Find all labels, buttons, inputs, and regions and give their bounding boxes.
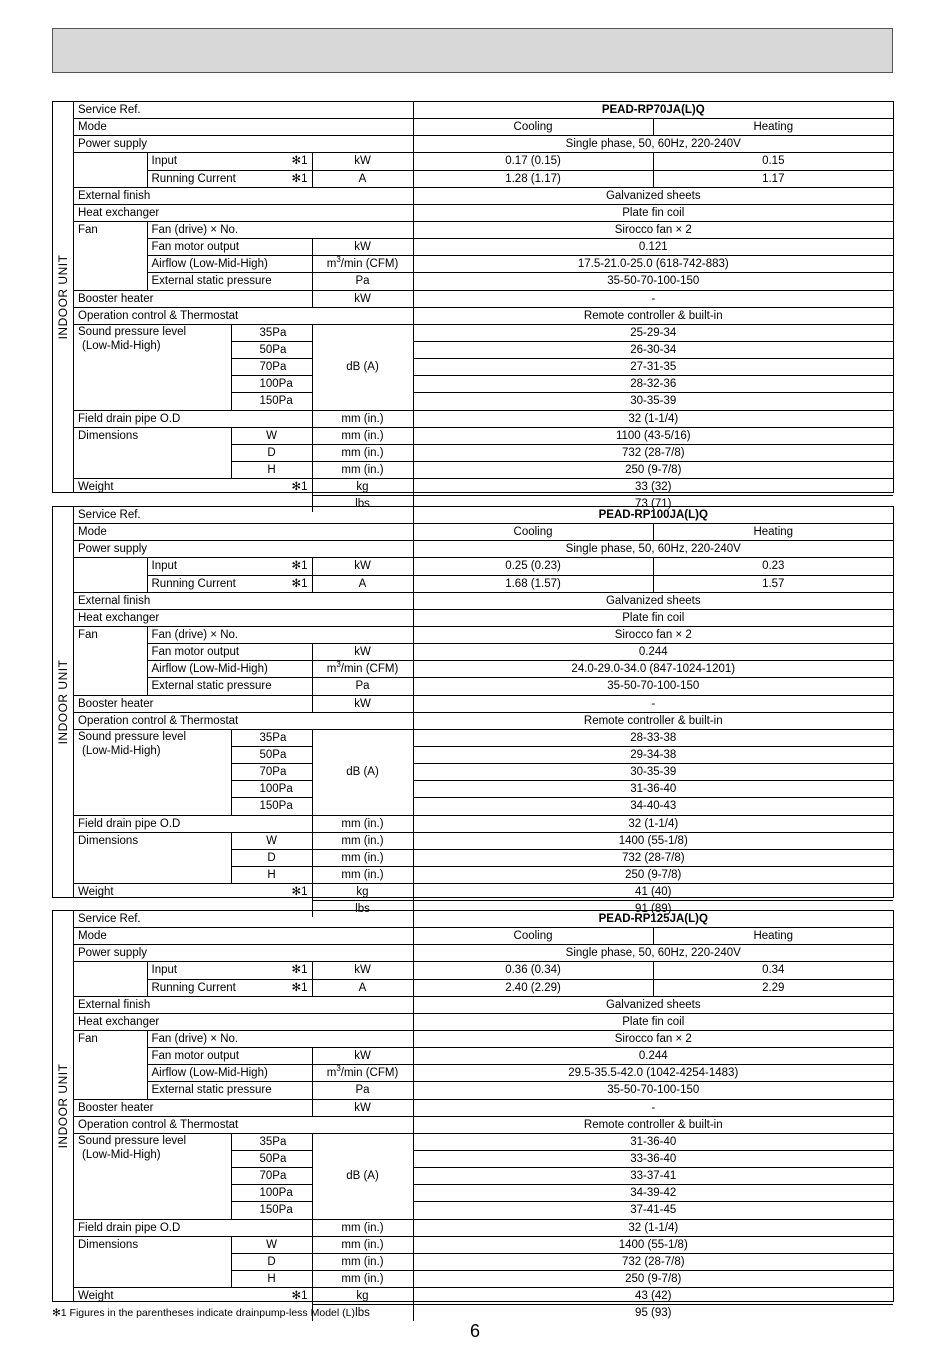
row-operation-control bbox=[74, 307, 893, 324]
weight-kg-value: 43 (42) bbox=[413, 1288, 893, 1305]
dim-h-unit: mm (in.) bbox=[312, 461, 413, 478]
cooling-label: Cooling bbox=[413, 119, 653, 136]
service-ref-label: Service Ref. bbox=[74, 507, 413, 524]
dim-d-unit: mm (in.) bbox=[312, 1253, 413, 1270]
spec-table bbox=[74, 102, 893, 512]
fan-motor-unit: kW bbox=[312, 1048, 413, 1065]
external-finish-label: External finish bbox=[74, 996, 413, 1013]
sound-pa35: 35Pa bbox=[231, 324, 312, 341]
power-supply-label: Power supply bbox=[74, 541, 413, 558]
external-static-unit: Pa bbox=[312, 1082, 413, 1099]
current-cooling: 2.40 (2.29) bbox=[413, 979, 653, 996]
field-drain-unit: mm (in.) bbox=[312, 815, 413, 832]
external-static-label: External static pressure bbox=[147, 678, 312, 695]
dim-h-value: 250 (9-7/8) bbox=[413, 461, 893, 478]
external-static-label: External static pressure bbox=[147, 273, 312, 290]
dim-w-label: W bbox=[231, 1236, 312, 1253]
airflow-value: 29.5-35.5-42.0 (1042-4254-1483) bbox=[413, 1065, 893, 1082]
spec-table bbox=[74, 911, 893, 1321]
field-drain-value: 32 (1-1/4) bbox=[413, 410, 893, 427]
row-weight-kg bbox=[74, 479, 893, 496]
weight-lbs-unit: lbs bbox=[312, 1305, 413, 1322]
sound-label-cell bbox=[74, 729, 231, 815]
row-input bbox=[74, 153, 893, 170]
row-booster-heater bbox=[74, 1099, 893, 1116]
power-supply-value: Single phase, 50, 60Hz, 220-240V bbox=[413, 136, 893, 153]
row-dim-w bbox=[74, 1236, 893, 1253]
fan-motor-value: 0.121 bbox=[413, 239, 893, 256]
booster-heater-unit: kW bbox=[312, 695, 413, 712]
sound-label: Sound pressure level bbox=[78, 1134, 187, 1147]
side-label: INDOOR UNIT bbox=[53, 507, 74, 897]
external-finish-value: Galvanized sheets bbox=[413, 592, 893, 609]
booster-heater-value: - bbox=[413, 695, 893, 712]
sound-pa50: 50Pa bbox=[231, 746, 312, 763]
sound-sublabel: (Low-Mid-High) bbox=[82, 744, 161, 757]
sound-sublabel: (Low-Mid-High) bbox=[82, 1148, 161, 1161]
dimensions-label: Dimensions bbox=[78, 834, 139, 847]
row-fan-motor bbox=[74, 644, 893, 661]
airflow-unit: $m^3/\min$ (CFM) bbox=[312, 1065, 413, 1082]
operation-control-value: Remote controller & built-in bbox=[413, 1116, 893, 1133]
heat-exchanger-label: Heat exchanger bbox=[74, 1013, 413, 1030]
model-name: PEAD-RP70JA(L)Q bbox=[413, 102, 893, 119]
row-sound-35 bbox=[74, 1133, 893, 1150]
row-power-supply bbox=[74, 945, 893, 962]
row-operation-control bbox=[74, 712, 893, 729]
dim-d-label: D bbox=[231, 849, 312, 866]
row-external-finish bbox=[74, 996, 893, 1013]
dim-d-unit: mm (in.) bbox=[312, 444, 413, 461]
current-heating: 1.17 bbox=[653, 170, 893, 187]
sound-value-70: 27-31-35 bbox=[413, 359, 893, 376]
row-running-current bbox=[74, 979, 893, 996]
note-mark: ✻1 bbox=[291, 886, 308, 899]
fan-motor-label: Fan motor output bbox=[147, 644, 312, 661]
sound-value-50: 29-34-38 bbox=[413, 746, 893, 763]
row-service-ref bbox=[74, 507, 893, 524]
input-heating: 0.34 bbox=[653, 962, 893, 979]
airflow-value: 24.0-29.0-34.0 (847-1024-1201) bbox=[413, 661, 893, 678]
input-label: Input bbox=[151, 560, 178, 573]
sound-label: Sound pressure level bbox=[78, 730, 187, 743]
row-fan-drive bbox=[74, 221, 893, 238]
row-external-static bbox=[74, 678, 893, 695]
note-mark: ✻1 bbox=[291, 964, 308, 977]
input-heating: 0.23 bbox=[653, 558, 893, 575]
external-static-value: 35-50-70-100-150 bbox=[413, 678, 893, 695]
booster-heater-label: Booster heater bbox=[74, 290, 312, 307]
sound-value-50: 26-30-34 bbox=[413, 341, 893, 358]
airflow-label: Airflow (Low-Mid-High) bbox=[147, 661, 312, 678]
field-drain-label: Field drain pipe O.D bbox=[74, 1219, 312, 1236]
row-airflow bbox=[74, 661, 893, 678]
sound-value-35: 31-36-40 bbox=[413, 1133, 893, 1150]
input-heating: 0.15 bbox=[653, 153, 893, 170]
row-booster-heater bbox=[74, 695, 893, 712]
sound-pa150: 150Pa bbox=[231, 798, 312, 815]
row-external-finish bbox=[74, 187, 893, 204]
sound-pa50: 50Pa bbox=[231, 1150, 312, 1167]
note-mark: ✻1 bbox=[291, 981, 308, 994]
note-mark: ✻1 bbox=[291, 560, 308, 573]
sound-value-150: 34-40-43 bbox=[413, 798, 893, 815]
footnote: ✻1 Figures in the parentheses indicate drainpump-less Model (L). bbox=[52, 1307, 358, 1319]
current-heating: 2.29 bbox=[653, 979, 893, 996]
external-finish-value: Galvanized sheets bbox=[413, 996, 893, 1013]
dimensions-label: Dimensions bbox=[78, 1238, 139, 1251]
running-current-label: Running Current bbox=[151, 981, 236, 994]
airflow-value: 17.5-21.0-25.0 (618-742-883) bbox=[413, 256, 893, 273]
weight-kg-unit: kg bbox=[312, 1288, 413, 1305]
row-dim-h bbox=[74, 1270, 893, 1287]
weight-lbs-value: 91 (89) bbox=[413, 901, 893, 918]
input-cooling: 0.17 (0.15) bbox=[413, 153, 653, 170]
sound-value-100: 28-32-36 bbox=[413, 376, 893, 393]
row-service-ref bbox=[74, 102, 893, 119]
weight-label: Weight bbox=[78, 886, 114, 899]
fan-motor-value: 0.244 bbox=[413, 644, 893, 661]
dim-h-unit: mm (in.) bbox=[312, 1270, 413, 1287]
row-field-drain bbox=[74, 1219, 893, 1236]
mode-label: Mode bbox=[74, 119, 413, 136]
fan-drive-value: Sirocco fan × 2 bbox=[413, 626, 893, 643]
fan-drive-label: Fan (drive) × No. bbox=[147, 1030, 413, 1047]
sound-pa100: 100Pa bbox=[231, 781, 312, 798]
sound-pa35: 35Pa bbox=[231, 729, 312, 746]
power-supply-label: Power supply bbox=[74, 945, 413, 962]
row-external-static bbox=[74, 1082, 893, 1099]
sound-unit: dB (A) bbox=[312, 729, 413, 815]
external-static-label: External static pressure bbox=[147, 1082, 312, 1099]
weight-kg-unit: kg bbox=[312, 884, 413, 901]
fan-drive-label: Fan (drive) × No. bbox=[147, 626, 413, 643]
row-fan-motor bbox=[74, 239, 893, 256]
sound-sublabel: (Low-Mid-High) bbox=[82, 339, 161, 352]
sound-pa70: 70Pa bbox=[231, 764, 312, 781]
operation-control-value: Remote controller & built-in bbox=[413, 307, 893, 324]
field-drain-unit: mm (in.) bbox=[312, 1219, 413, 1236]
power-supply-label: Power supply bbox=[74, 136, 413, 153]
dim-w-label: W bbox=[231, 832, 312, 849]
input-cooling: 0.25 (0.23) bbox=[413, 558, 653, 575]
fan-motor-label: Fan motor output bbox=[147, 1048, 312, 1065]
row-service-ref bbox=[74, 911, 893, 928]
row-dim-h bbox=[74, 461, 893, 478]
power-supply-value: Single phase, 50, 60Hz, 220-240V bbox=[413, 541, 893, 558]
row-external-finish bbox=[74, 592, 893, 609]
booster-heater-unit: kW bbox=[312, 290, 413, 307]
dim-w-label: W bbox=[231, 427, 312, 444]
field-drain-label: Field drain pipe O.D bbox=[74, 815, 312, 832]
fan-label: Fan bbox=[78, 224, 98, 237]
booster-heater-value: - bbox=[413, 290, 893, 307]
service-ref-label: Service Ref. bbox=[74, 102, 413, 119]
sound-value-35: 28-33-38 bbox=[413, 729, 893, 746]
airflow-unit: $m^3/\min$ (CFM) bbox=[312, 256, 413, 273]
heat-exchanger-label: Heat exchanger bbox=[74, 204, 413, 221]
cooling-label: Cooling bbox=[413, 928, 653, 945]
row-dim-d bbox=[74, 444, 893, 461]
spec-block-rp70 bbox=[52, 101, 894, 511]
current-unit: A bbox=[312, 575, 413, 592]
external-finish-value: Galvanized sheets bbox=[413, 187, 893, 204]
fan-label: Fan bbox=[78, 629, 98, 642]
weight-lbs-value: 95 (93) bbox=[413, 1305, 893, 1322]
row-heat-exchanger bbox=[74, 204, 893, 221]
row-dim-w bbox=[74, 832, 893, 849]
sound-value-35: 25-29-34 bbox=[413, 324, 893, 341]
note-mark: ✻1 bbox=[291, 577, 308, 590]
row-power-supply bbox=[74, 541, 893, 558]
service-ref-label: Service Ref. bbox=[74, 911, 413, 928]
row-operation-control bbox=[74, 1116, 893, 1133]
model-name: PEAD-RP125JA(L)Q bbox=[413, 911, 893, 928]
dim-w-value: 1400 (55-1/8) bbox=[413, 1236, 893, 1253]
current-unit: A bbox=[312, 979, 413, 996]
airflow-label: Airflow (Low-Mid-High) bbox=[147, 1065, 312, 1082]
airflow-label: Airflow (Low-Mid-High) bbox=[147, 256, 312, 273]
sound-value-100: 31-36-40 bbox=[413, 781, 893, 798]
sound-value-50: 33-36-40 bbox=[413, 1150, 893, 1167]
heating-label: Heating bbox=[653, 524, 893, 541]
mode-label: Mode bbox=[74, 928, 413, 945]
note-mark: ✻1 bbox=[291, 481, 308, 494]
weight-kg-value: 33 (32) bbox=[413, 479, 893, 496]
sound-pa100: 100Pa bbox=[231, 1185, 312, 1202]
heating-label: Heating bbox=[653, 119, 893, 136]
operation-control-label: Operation control & Thermostat bbox=[74, 307, 413, 324]
dim-w-unit: mm (in.) bbox=[312, 832, 413, 849]
heat-exchanger-value: Plate fin coil bbox=[413, 204, 893, 221]
heat-exchanger-label: Heat exchanger bbox=[74, 609, 413, 626]
spec-block-rp100 bbox=[52, 506, 894, 916]
dim-d-label: D bbox=[231, 1253, 312, 1270]
fan-label: Fan bbox=[78, 1033, 98, 1046]
row-fan-drive bbox=[74, 1030, 893, 1047]
power-supply-value: Single phase, 50, 60Hz, 220-240V bbox=[413, 945, 893, 962]
weight-lbs-unit: lbs bbox=[312, 901, 413, 918]
sound-value-150: 37-41-45 bbox=[413, 1202, 893, 1219]
field-drain-unit: mm (in.) bbox=[312, 410, 413, 427]
note-mark: ✻1 bbox=[291, 1290, 308, 1303]
booster-heater-label: Booster heater bbox=[74, 695, 312, 712]
running-current-label: Running Current bbox=[151, 172, 236, 185]
row-airflow bbox=[74, 256, 893, 273]
cooling-label: Cooling bbox=[413, 524, 653, 541]
dim-d-value: 732 (28-7/8) bbox=[413, 1253, 893, 1270]
sound-pa70: 70Pa bbox=[231, 359, 312, 376]
current-heating: 1.57 bbox=[653, 575, 893, 592]
row-mode bbox=[74, 928, 893, 945]
field-drain-label: Field drain pipe O.D bbox=[74, 410, 312, 427]
sound-pa70: 70Pa bbox=[231, 1168, 312, 1185]
heating-label: Heating bbox=[653, 928, 893, 945]
input-unit: kW bbox=[312, 153, 413, 170]
external-static-value: 35-50-70-100-150 bbox=[413, 1082, 893, 1099]
dim-d-value: 732 (28-7/8) bbox=[413, 444, 893, 461]
row-dim-w bbox=[74, 427, 893, 444]
dim-d-unit: mm (in.) bbox=[312, 849, 413, 866]
row-power-supply bbox=[74, 136, 893, 153]
row-field-drain bbox=[74, 410, 893, 427]
fan-motor-unit: kW bbox=[312, 239, 413, 256]
external-static-unit: Pa bbox=[312, 678, 413, 695]
dim-w-unit: mm (in.) bbox=[312, 1236, 413, 1253]
heat-exchanger-value: Plate fin coil bbox=[413, 1013, 893, 1030]
weight-label: Weight bbox=[78, 481, 114, 494]
sound-value-100: 34-39-42 bbox=[413, 1185, 893, 1202]
row-mode bbox=[74, 524, 893, 541]
sound-value-70: 33-37-41 bbox=[413, 1168, 893, 1185]
external-finish-label: External finish bbox=[74, 592, 413, 609]
spec-table bbox=[74, 507, 893, 917]
weight-kg-unit: kg bbox=[312, 479, 413, 496]
sound-label: Sound pressure level bbox=[78, 325, 187, 338]
side-label: INDOOR UNIT bbox=[53, 102, 74, 492]
input-cooling: 0.36 (0.34) bbox=[413, 962, 653, 979]
sound-pa150: 150Pa bbox=[231, 393, 312, 410]
row-dim-d bbox=[74, 849, 893, 866]
row-dim-h bbox=[74, 866, 893, 883]
operation-control-value: Remote controller & built-in bbox=[413, 712, 893, 729]
row-input bbox=[74, 962, 893, 979]
heat-exchanger-value: Plate fin coil bbox=[413, 609, 893, 626]
dim-w-unit: mm (in.) bbox=[312, 427, 413, 444]
row-running-current bbox=[74, 170, 893, 187]
fan-motor-value: 0.244 bbox=[413, 1048, 893, 1065]
row-sound-35 bbox=[74, 324, 893, 341]
sound-value-70: 30-35-39 bbox=[413, 764, 893, 781]
dim-w-value: 1100 (43-5/16) bbox=[413, 427, 893, 444]
sound-pa35: 35Pa bbox=[231, 1133, 312, 1150]
row-booster-heater bbox=[74, 290, 893, 307]
row-heat-exchanger bbox=[74, 609, 893, 626]
row-field-drain bbox=[74, 815, 893, 832]
external-finish-label: External finish bbox=[74, 187, 413, 204]
row-running-current bbox=[74, 575, 893, 592]
fan-drive-label: Fan (drive) × No. bbox=[147, 221, 413, 238]
booster-heater-label: Booster heater bbox=[74, 1099, 312, 1116]
row-heat-exchanger bbox=[74, 1013, 893, 1030]
input-unit: kW bbox=[312, 962, 413, 979]
side-label: INDOOR UNIT bbox=[53, 911, 74, 1301]
row-weight-kg bbox=[74, 884, 893, 901]
input-unit: kW bbox=[312, 558, 413, 575]
current-cooling: 1.68 (1.57) bbox=[413, 575, 653, 592]
operation-control-label: Operation control & Thermostat bbox=[74, 1116, 413, 1133]
current-cooling: 1.28 (1.17) bbox=[413, 170, 653, 187]
sound-label-cell bbox=[74, 1133, 231, 1219]
current-unit: A bbox=[312, 170, 413, 187]
fan-motor-unit: kW bbox=[312, 644, 413, 661]
dim-h-unit: mm (in.) bbox=[312, 866, 413, 883]
note-mark: ✻1 bbox=[291, 155, 308, 168]
header-bar bbox=[52, 28, 893, 73]
operation-control-label: Operation control & Thermostat bbox=[74, 712, 413, 729]
fan-motor-label: Fan motor output bbox=[147, 239, 312, 256]
weight-lbs-unit: lbs bbox=[312, 496, 413, 513]
sound-pa150: 150Pa bbox=[231, 1202, 312, 1219]
sound-pa50: 50Pa bbox=[231, 341, 312, 358]
external-static-value: 35-50-70-100-150 bbox=[413, 273, 893, 290]
dim-h-label: H bbox=[231, 1270, 312, 1287]
row-weight-kg bbox=[74, 1288, 893, 1305]
dimensions-label: Dimensions bbox=[78, 429, 139, 442]
dim-w-value: 1400 (55-1/8) bbox=[413, 832, 893, 849]
row-sound-35 bbox=[74, 729, 893, 746]
row-fan-motor bbox=[74, 1048, 893, 1065]
field-drain-value: 32 (1-1/4) bbox=[413, 815, 893, 832]
note-mark: ✻1 bbox=[291, 172, 308, 185]
fan-drive-value: Sirocco fan × 2 bbox=[413, 1030, 893, 1047]
external-static-unit: Pa bbox=[312, 273, 413, 290]
weight-lbs-value: 73 (71) bbox=[413, 496, 893, 513]
weight-kg-value: 41 (40) bbox=[413, 884, 893, 901]
row-dim-d bbox=[74, 1253, 893, 1270]
field-drain-value: 32 (1-1/4) bbox=[413, 1219, 893, 1236]
fan-drive-value: Sirocco fan × 2 bbox=[413, 221, 893, 238]
booster-heater-value: - bbox=[413, 1099, 893, 1116]
weight-label: Weight bbox=[78, 1290, 114, 1303]
row-input bbox=[74, 558, 893, 575]
airflow-unit: $m^3/\min$ (CFM) bbox=[312, 661, 413, 678]
dim-d-label: D bbox=[231, 444, 312, 461]
row-mode bbox=[74, 119, 893, 136]
running-current-label: Running Current bbox=[151, 577, 236, 590]
sound-unit: dB (A) bbox=[312, 1133, 413, 1219]
sound-label-cell bbox=[74, 324, 231, 410]
dim-h-label: H bbox=[231, 461, 312, 478]
input-label: Input bbox=[151, 155, 178, 168]
model-name: PEAD-RP100JA(L)Q bbox=[413, 507, 893, 524]
dim-h-label: H bbox=[231, 866, 312, 883]
sound-unit: dB (A) bbox=[312, 324, 413, 410]
mode-label: Mode bbox=[74, 524, 413, 541]
row-fan-drive bbox=[74, 626, 893, 643]
dim-h-value: 250 (9-7/8) bbox=[413, 1270, 893, 1287]
input-label: Input bbox=[151, 964, 178, 977]
booster-heater-unit: kW bbox=[312, 1099, 413, 1116]
sound-value-150: 30-35-39 bbox=[413, 393, 893, 410]
sound-pa100: 100Pa bbox=[231, 376, 312, 393]
dim-h-value: 250 (9-7/8) bbox=[413, 866, 893, 883]
row-airflow bbox=[74, 1065, 893, 1082]
row-external-static bbox=[74, 273, 893, 290]
dim-d-value: 732 (28-7/8) bbox=[413, 849, 893, 866]
page-number: 6 bbox=[469, 1321, 480, 1341]
